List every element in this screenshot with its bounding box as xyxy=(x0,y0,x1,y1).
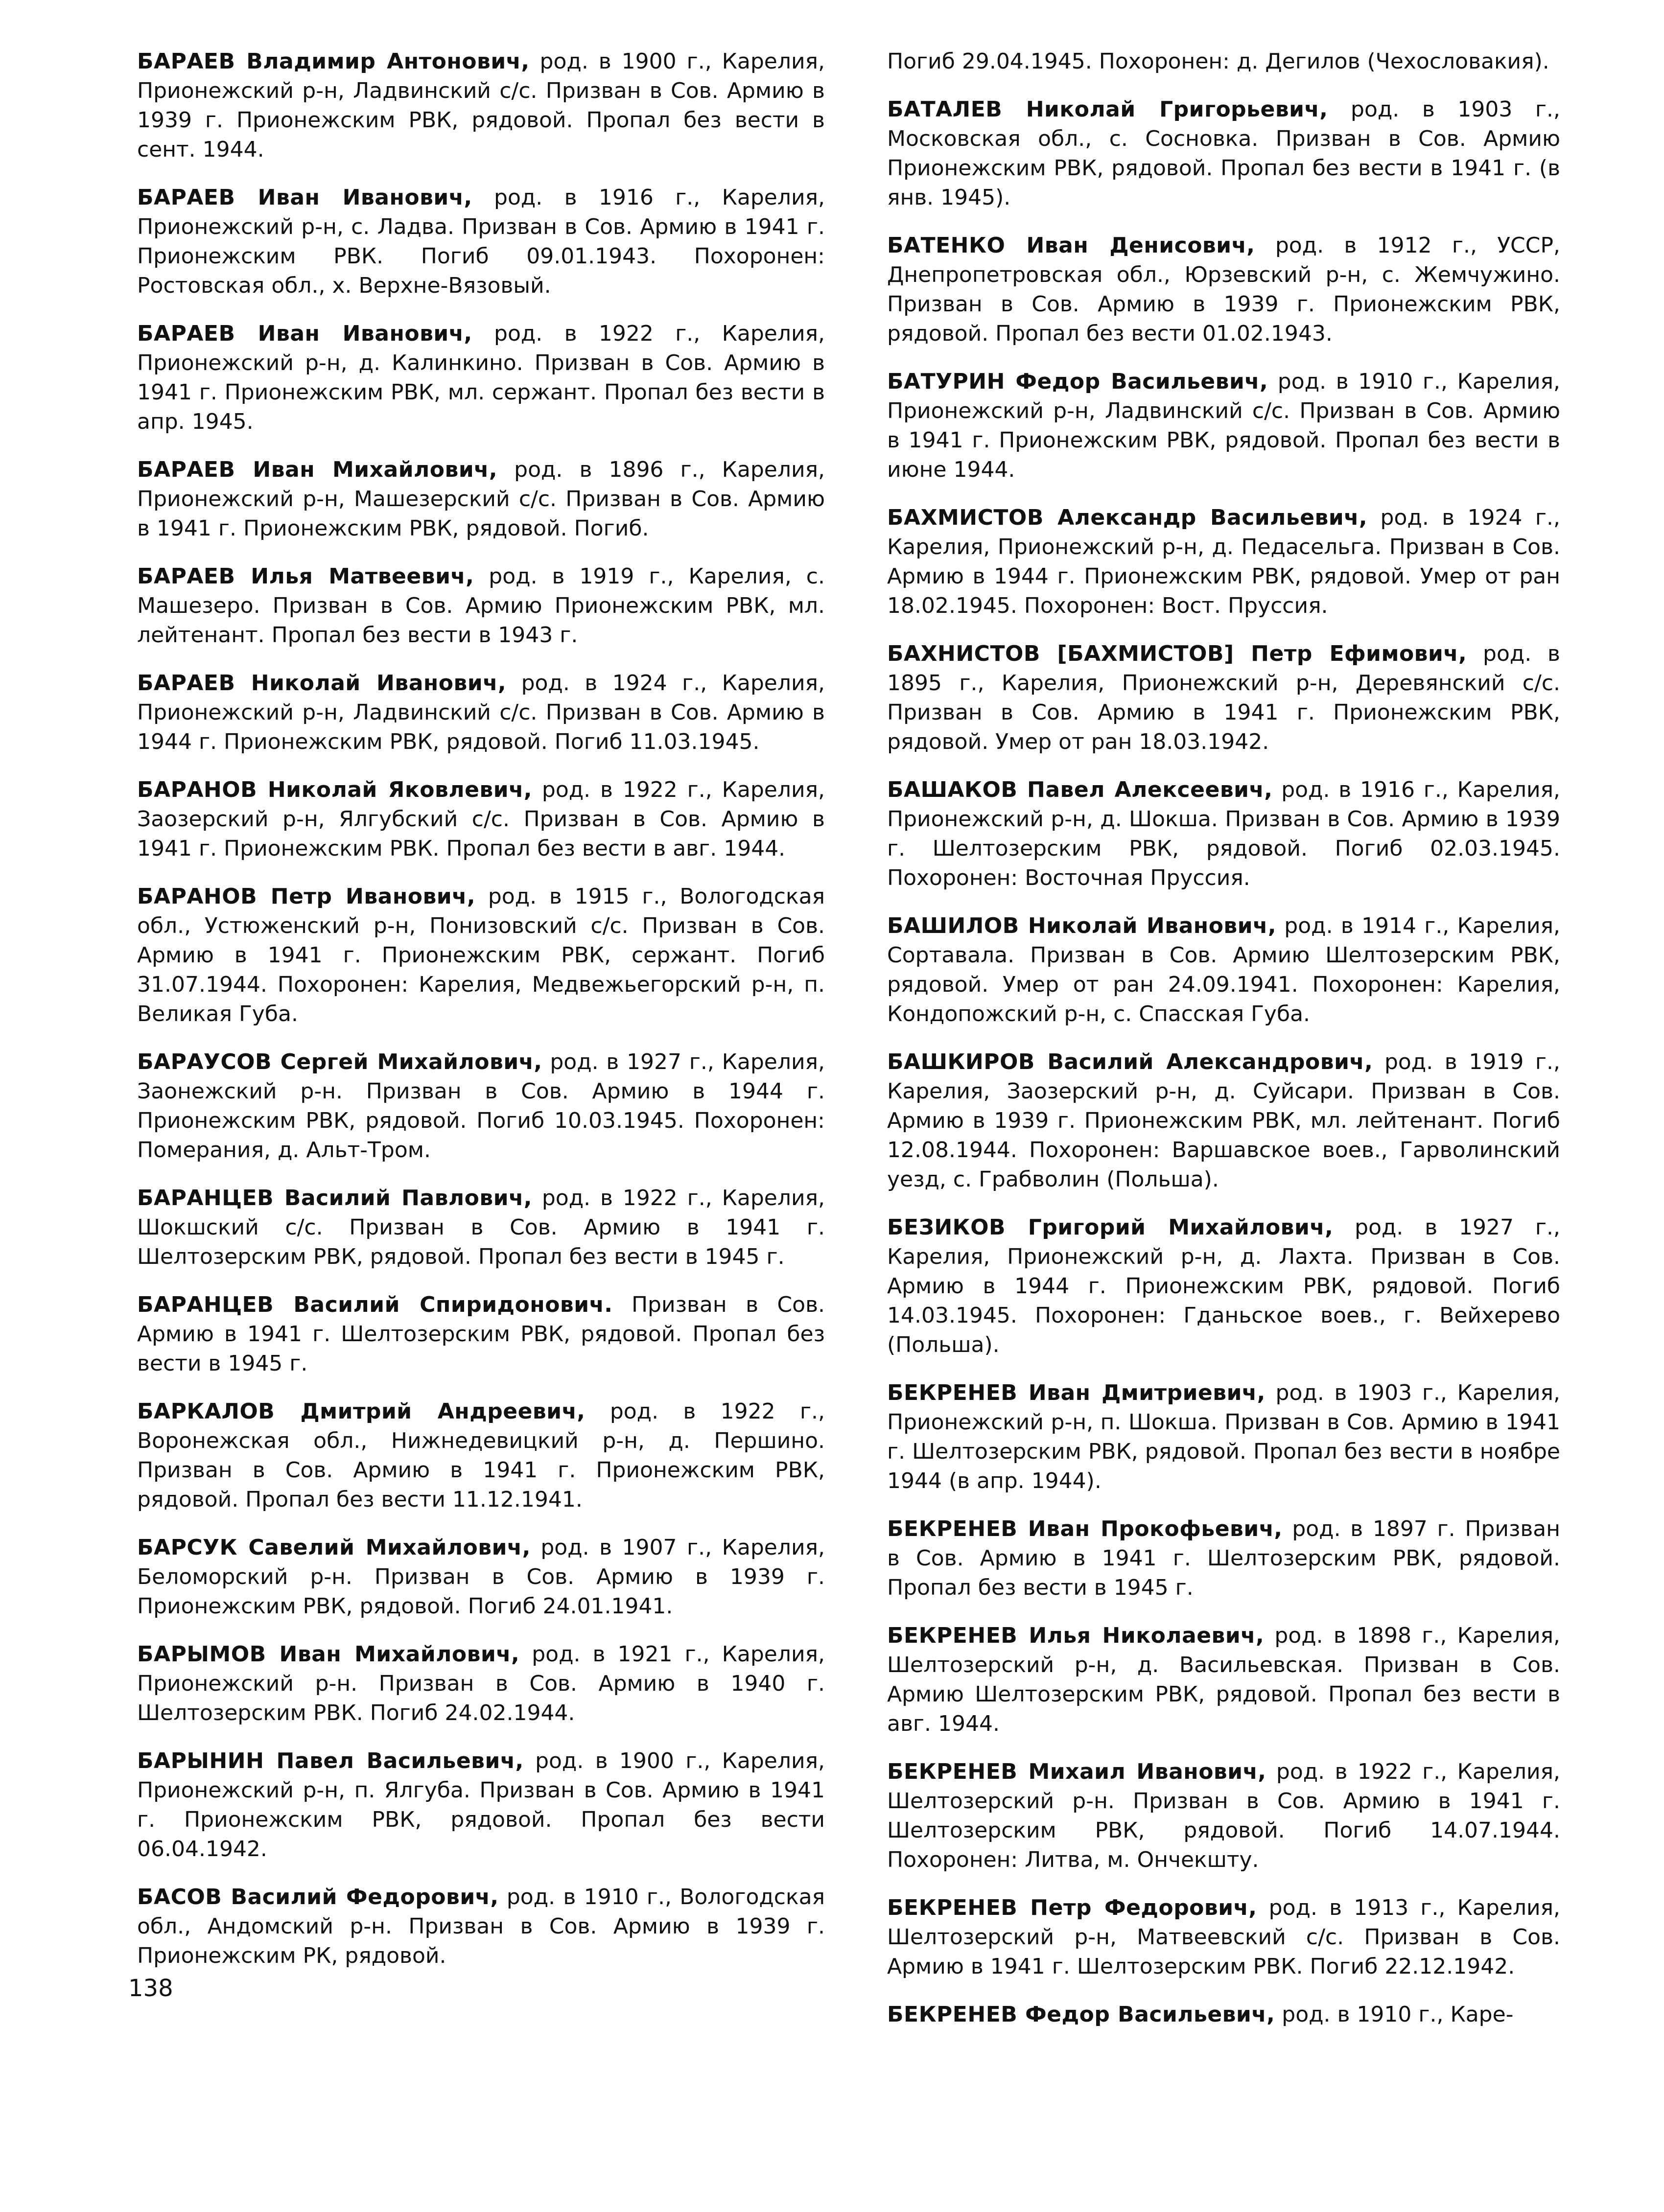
entry-text: род. в 1922 г., Карелия, Шелтозерский р-н. Призван в Сов. Армию в 1941 г. Шелтозерским РВК, рядовой. Погиб 14.07.1944. Похоронен: Литва, м. Ончекшту. xyxy=(887,1759,1560,1872)
entry-name: БАРАНЦЕВ Василий Павлович, xyxy=(137,1186,532,1211)
biography-entry xyxy=(137,562,825,650)
biography-entry xyxy=(887,639,1560,757)
biography-entry xyxy=(887,775,1560,893)
entry-text: род. в 1914 г., Карелия, Сортавала. Призван в Сов. Армию Шелтозерским РВК, рядовой. Умер от ран 24.09.1941. Похоронен: Карелия, Кондопожский р-н, с. Спасская Губа. xyxy=(887,913,1560,1026)
biography-entry xyxy=(137,1746,825,1864)
biography-entry xyxy=(887,503,1560,621)
biography-entry xyxy=(887,1378,1560,1496)
biography-entry xyxy=(137,1048,825,1165)
biography-entry xyxy=(887,1893,1560,1981)
entry-name: БАРКАЛОВ Дмитрий Андреевич, xyxy=(137,1399,586,1424)
entry-text: род. в 1898 г., Карелия, Шелтозерский р-н, д. Васильевская. Призван в Сов. Армию Шелтозерским РВК, рядовой. Пропал без вести в авг. 1944. xyxy=(887,1623,1560,1736)
biography-entry xyxy=(137,1290,825,1378)
entry-name: БЕКРЕНЕВ Илья Николаевич, xyxy=(887,1623,1265,1648)
entry-name: БАШКИРОВ Василий Александрович, xyxy=(887,1049,1373,1074)
entry-name: БАРСУК Савелий Михайлович, xyxy=(137,1535,531,1560)
entry-name: БАРАЕВ Владимир Антонович, xyxy=(137,49,530,74)
entry-text: род. в 1907 г., Карелия, Беломорский р-н. Призван в Сов. Армию в 1939 г. Прионежским РВК, рядовой. Погиб 24.01.1941. xyxy=(137,1535,825,1619)
biography-entry xyxy=(137,882,825,1029)
biography-entry xyxy=(887,1213,1560,1360)
entry-name: БЕКРЕНЕВ Иван Прокофьевич, xyxy=(887,1516,1283,1541)
entry-name: БАРАЕВ Николай Иванович, xyxy=(137,671,507,696)
entry-name: БАРАЕВ Илья Матвеевич, xyxy=(137,564,474,589)
entry-name: БАТУРИН Федор Васильевич, xyxy=(887,369,1268,394)
biography-entry xyxy=(887,911,1560,1029)
entry-text: род. в 1910 г., Вологодская обл., Андомский р-н. Призван в Сов. Армию в 1939 г. Прионежским РК, рядовой. xyxy=(137,1885,825,1968)
entry-name: БАРЫМОВ Иван Михайлович, xyxy=(137,1642,520,1667)
biography-entry xyxy=(887,1048,1560,1194)
biography-entry xyxy=(887,1514,1560,1603)
entry-name: БАРАУСОВ Сергей Михайлович, xyxy=(137,1049,542,1074)
entry-text: род. в 1896 г., Карелия, Прионежский р-н, Машезерский с/с. Призван в Сов. Армию в 1941 г. Прионежским РВК, рядовой. Погиб. xyxy=(137,457,825,541)
entry-name: БАХМИСТОВ Александр Васильевич, xyxy=(887,505,1368,530)
entry-text: род. в 1922 г., Воронежская обл., Нижнедевицкий р-н, д. Першино. Призван в Сов. Армию в 1941 г. Прионежским РВК, рядовой. Пропал без вести 11.12.1941. xyxy=(137,1399,825,1512)
entry-text: род. в 1922 г., Карелия, Шокшский с/с. Призван в Сов. Армию в 1941 г. Шелтозерским РВК, рядовой. Пропал без вести в 1945 г. xyxy=(137,1186,825,1269)
biography-entry xyxy=(137,1533,825,1621)
entry-text: род. в 1922 г., Карелия, Заозерский р-н, Ялгубский с/с. Призван в Сов. Армию в 1941 г. Прионежским РВК. Пропал без вести в авг. 1944. xyxy=(137,777,825,861)
entry-text: род. в 1927 г., Карелия, Прионежский р-н, д. Лахта. Призван в Сов. Армию в 1944 г. Прионежским РВК, рядовой. Погиб 14.03.1945. Похоронен: Гданьское воев., г. Вейхерево (Польша). xyxy=(887,1215,1560,1357)
entry-text: род. в 1912 г., УССР, Днепропетровская обл., Юрзевский р-н, с. Жемчужино. Призван в Сов. Армию в 1939 г. Прионежским РВК, рядовой. Пропал без вести 01.02.1943. xyxy=(887,233,1561,346)
entry-name: БАРАНОВ Петр Иванович, xyxy=(137,884,476,909)
entry-name: БАРАНОВ Николай Яковлевич, xyxy=(137,777,533,802)
entry-name: БАРАЕВ Иван Михайлович, xyxy=(137,457,498,482)
biography-entry xyxy=(137,1184,825,1272)
entry-name: БЕКРЕНЕВ Петр Федорович, xyxy=(887,1895,1257,1920)
page-number: 138 xyxy=(128,1975,173,2002)
entry-text: род. в 1903 г., Карелия, Прионежский р-н, п. Шокша. Призван в Сов. Армию в 1941 г. Шелтозерским РВК, рядовой. Пропал без вести в ноябре 1944 (в апр. 1944). xyxy=(887,1380,1560,1493)
entry-text: род. в 1895 г., Карелия, Прионежский р-н, Деревянский с/с. Призван в Сов. Армию в 1941 г. Прионежским РВК, рядовой. Умер от ран 18.03.1942. xyxy=(887,641,1560,754)
entry-text: Призван в Сов. Армию в 1941 г. Шелтозерским РВК, рядовой. Пропал без вести в 1945 г. xyxy=(137,1292,825,1376)
entry-text: род. в 1921 г., Карелия, Прионежский р-н. Призван в Сов. Армию в 1940 г. Шелтозерским РВК. Погиб 24.02.1944. xyxy=(137,1642,825,1725)
entry-text: род. в 1919 г., Карелия, с. Машезеро. Призван в Сов. Армию Прионежским РВК, мл. лейтенант. Пропал без вести в 1943 г. xyxy=(137,564,825,648)
biography-entry xyxy=(137,455,825,543)
entry-text: род. в 1924 г., Карелия, Прионежский р-н, д. Педасельга. Призван в Сов. Армию в 1944 г. Прионежским РВК, рядовой. Умер от ран 18.02.1945. Похоронен: Вост. Пруссия. xyxy=(887,505,1561,618)
biography-entry xyxy=(137,183,825,301)
entry-name: БАСОВ Василий Федорович, xyxy=(137,1885,499,1909)
entry-name: БЕКРЕНЕВ Михаил Иванович, xyxy=(887,1759,1266,1784)
entry-name: БАРАНЦЕВ Василий Спиридонович. xyxy=(137,1292,613,1317)
biography-entry xyxy=(887,95,1560,212)
entry-text: род. в 1919 г., Карелия, Заозерский р-н, д. Суйсари. Призван в Сов. Армию в 1939 г. Прионежским РВК, мл. лейтенант. Погиб 12.08.1944. Похоронен: Варшавское воев., Гарволинский уезд, с. Грабволин (Польша). xyxy=(887,1049,1561,1192)
entry-text: род. в 1897 г. Призван в Сов. Армию в 1941 г. Шелтозерским РВК, рядовой. Пропал без вести в 1945 г. xyxy=(887,1516,1561,1600)
entry-text: Погиб 29.04.1945. Похоронен: д. Дегилов (Чехословакия). xyxy=(887,49,1549,74)
entry-text: род. в 1922 г., Карелия, Прионежский р-н, д. Калинкино. Призван в Сов. Армию в 1941 г. Прионежским РВК, мл. сержант. Пропал без вести в апр. 1945. xyxy=(137,321,825,434)
entry-name: БАРАЕВ Иван Иванович, xyxy=(137,321,472,346)
entry-text: род. в 1900 г., Карелия, Прионежский р-н, п. Ялгуба. Призван в Сов. Армию в 1941 г. Прионежским РВК, рядовой. Пропал без вести 06.04.1942. xyxy=(137,1748,825,1862)
biography-entry xyxy=(887,2000,1560,2029)
entry-text: род. в 1924 г., Карелия, Прионежский р-н, Ладвинский с/с. Призван в Сов. Армию в 1944 г. Прионежским РВК, рядовой. Погиб 11.03.1945. xyxy=(137,671,825,754)
biography-entry xyxy=(887,47,1560,76)
entry-name: БЕКРЕНЕВ Федор Васильевич, xyxy=(887,2002,1275,2027)
biography-entry xyxy=(137,1397,825,1514)
biography-entry xyxy=(887,1757,1560,1875)
entry-text: род. в 1916 г., Карелия, Прионежский р-н, с. Ладва. Призван в Сов. Армию в 1941 г. Прионежским РВК. Погиб 09.01.1943. Похоронен: Ростовская обл., х. Верхне-Вязовый. xyxy=(137,185,825,298)
entry-name: БАТАЛЕВ Николай Григорьевич, xyxy=(887,97,1328,122)
entry-text: род. в 1915 г., Вологодская обл., Устюженский р-н, Понизовский с/с. Призван в Сов. Армию в 1941 г. Прионежским РВК, сержант. Погиб 31.07.1944. Похоронен: Карелия, Медвежьегорский р-н, п. Великая Губа. xyxy=(137,884,825,1026)
entry-name: БАШАКОВ Павел Алексеевич, xyxy=(887,777,1273,802)
entry-text: род. в 1910 г., Карелия, Прионежский р-н, Ладвинский с/с. Призван в Сов. Армию в 1941 г. Прионежским РВК, рядовой. Пропал без вести в июне 1944. xyxy=(887,369,1560,482)
entry-name: БАРЫНИН Павел Васильевич, xyxy=(137,1748,524,1773)
left-column xyxy=(137,47,825,1989)
entry-text: род. в 1913 г., Карелия, Шелтозерский р-н, Матвеевский с/с. Призван в Сов. Армию в 1941 г. Шелтозерским РВК. Погиб 22.12.1942. xyxy=(887,1895,1560,1979)
entry-name: БАТЕНКО Иван Денисович, xyxy=(887,233,1255,258)
entry-text: род. в 1927 г., Карелия, Заонежский р-н. Призван в Сов. Армию в 1944 г. Прионежским РВК, рядовой. Погиб 10.03.1945. Похоронен: Померания, д. Альт-Тром. xyxy=(137,1049,825,1163)
biography-entry xyxy=(137,775,825,863)
biography-entry xyxy=(887,1621,1560,1739)
biography-entry xyxy=(137,1883,825,1971)
biography-entry xyxy=(137,1640,825,1728)
biography-entry xyxy=(137,669,825,757)
entry-text: род. в 1903 г., Московская обл., с. Сосновка. Призван в Сов. Армию Прионежским РВК, рядовой. Пропал без вести в 1941 г. (в янв. 1945). xyxy=(887,97,1561,210)
entry-name: БАРАЕВ Иван Иванович, xyxy=(137,185,472,210)
biography-entry xyxy=(887,231,1560,349)
entry-text: род. в 1916 г., Карелия, Прионежский р-н, д. Шокша. Призван в Сов. Армию в 1939 г. Шелтозерским РВК, рядовой. Погиб 02.03.1945. Похоронен: Восточная Пруссия. xyxy=(887,777,1560,890)
entry-name: БЕКРЕНЕВ Иван Дмитриевич, xyxy=(887,1380,1266,1405)
entry-name: БАХНИСТОВ [БАХМИСТОВ] Петр Ефимович, xyxy=(887,641,1467,666)
entry-text: род. в 1910 г., Каре- xyxy=(1275,2002,1514,2027)
biography-entry xyxy=(887,367,1560,485)
right-column xyxy=(887,47,1560,2048)
entry-name: БАШИЛОВ Николай Иванович, xyxy=(887,913,1277,938)
biography-entry xyxy=(137,319,825,437)
biography-entry xyxy=(137,47,825,164)
entry-name: БЕЗИКОВ Григорий Михайлович, xyxy=(887,1215,1334,1240)
entry-text: род. в 1900 г., Карелия, Прионежский р-н, Ладвинский с/с. Призван в Сов. Армию в 1939 г. Прионежским РВК, рядовой. Пропал без вести в сент. 1944. xyxy=(137,49,825,162)
